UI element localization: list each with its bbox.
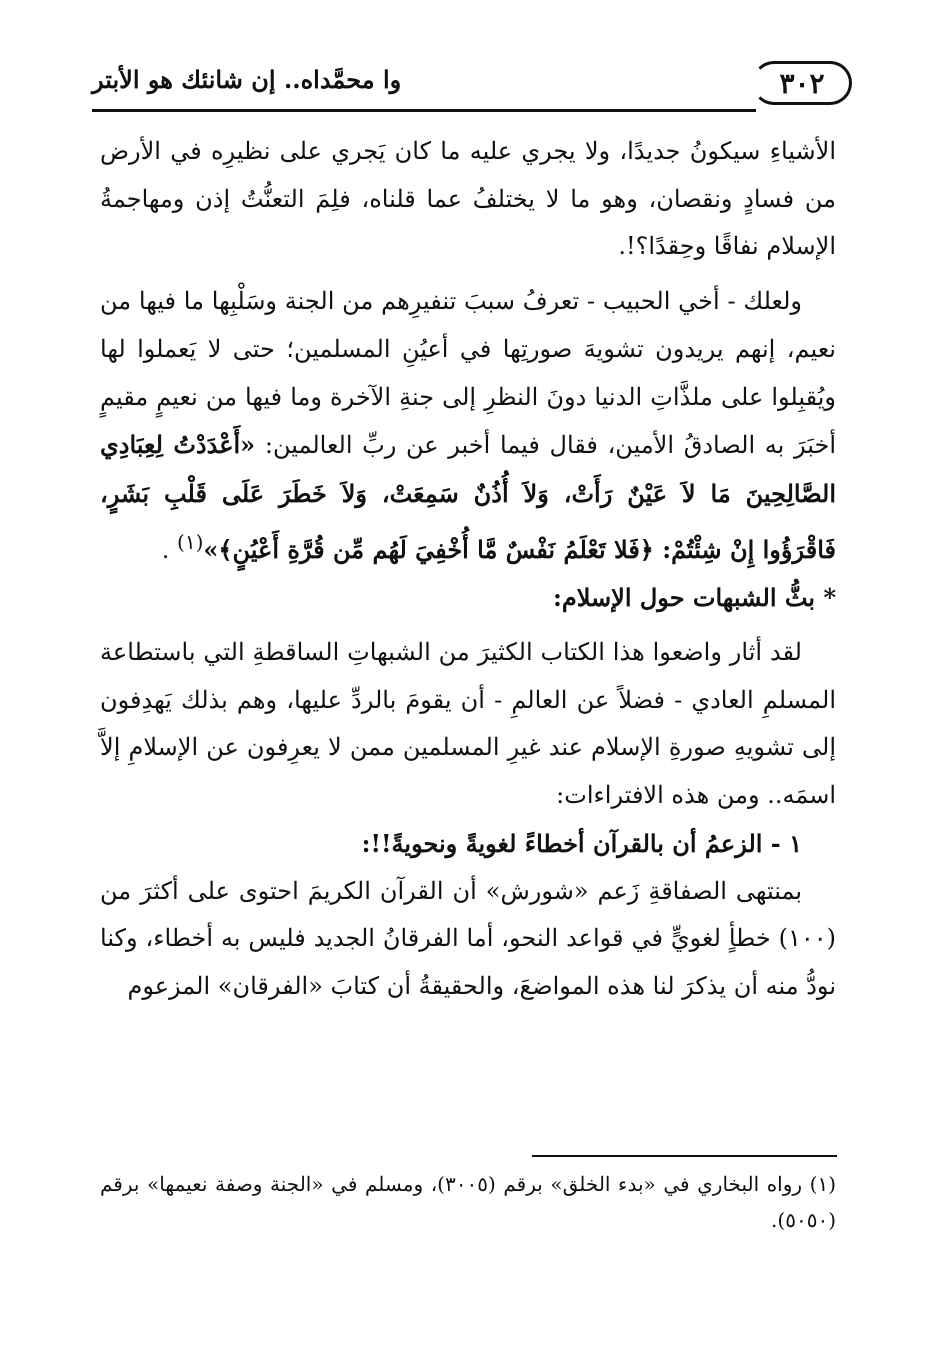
paragraph bbox=[100, 278, 836, 574]
paragraph: لقد أثار واضعوا هذا الكتاب الكثيرَ من الشبهاتِ الساقطةِ التي باستطاعة المسلمِ العادي - فضلاً عن العالمِ - أن يقومَ بالردِّ عليها، وهم بذلك يَهدِفون إلى تشويهِ صورةِ الإسلام عند غيرِ المسلمين ممن لا يعرِفون عن الإسلامِ إلاَّ اسمَه.. ومن هذه الافتراءات: bbox=[100, 638, 836, 810]
paragraph: الأشياءِ سيكونُ جديدًا، ولا يجري عليه ما كان يَجري على نظيرِه في الأرض من فسادٍ ونقصان، وهو ما لا يختلفُ عما قلناه، فلِمَ التعنُّتُ إذن ومهاجمةُ الإسلام نفاقًا وحِقدًا؟!. bbox=[100, 137, 836, 261]
footnote-marker: (١) bbox=[177, 529, 204, 554]
paragraph-text: ولعلك - أخي الحبيب - تعرفُ سببَ تنفيرِهم من الجنة وسَلْبِها ما فيها من نعيم، إنهم يريدون تشويهَ صورتِها في أعيُنِ المسلمين؛ حتى لا يَعملوا لها ويُقبِلوا على ملذَّاتِ الدنيا دونَ النظرِ إلى جنةِ الآخرة وما فيها من نعيمٍ مقيمٍ أخبَرَ به الصادقُ الأمين، فقال فيما أخبر عن ربِّ العالمين: bbox=[100, 287, 836, 460]
hadith-quote: «أَعْدَدْتُ لِعِبَادِي الصَّالِحِينَ مَا لاَ عَيْنٌ رَأَتْ، وَلاَ أُذُنٌ سَمِعَتْ، وَلاَ خَطَرَ عَلَى قَلْبِ بَشَرٍ، فَاقْرَؤُوا إِنْ شِئْتُمْ: ﴿فَلا تَعْلَمُ نَفْسٌ مَّا أُخْفِيَ لَهُم مِّن قُرَّةِ أَعْيُنٍ﴾» bbox=[100, 430, 836, 564]
running-title: وا محمَّداه.. إن شانئك هو الأبتر bbox=[92, 65, 402, 94]
page-number: ٣٠٢ bbox=[752, 61, 852, 105]
subsection-heading: ١ - الزعمُ أن بالقرآن أخطاءً لغويةً ونحويةً!!: bbox=[361, 828, 802, 858]
footnote bbox=[100, 1166, 836, 1238]
header-divider bbox=[92, 109, 756, 112]
footnote-text: (١) رواه البخاري في «بدء الخلق» برقم (٣٠٠٥)، ومسلم في «الجنة وصفة نعيمها» برقم (٥٠٥٠). bbox=[100, 1172, 836, 1232]
page-header bbox=[92, 55, 852, 115]
paragraph-tail: . bbox=[161, 535, 178, 564]
paragraph: بمنتهى الصفاقةِ زَعم «شورش» أن القرآن الكريمَ احتوى على أكثرَ من (١٠٠) خطأٍ لغويٍّ في قواعد النحو، أما الفرقانُ الجديد فليس به أخطاء، وكنا نودُّ منه أن يذكرَ لنا هذه المواضعَ، والحقيقةُ أن كتابَ «الفرقان» المزعوم bbox=[100, 876, 836, 1000]
footnote-divider bbox=[532, 1155, 837, 1157]
section-heading: * بثُّ الشبهات حول الإسلام: bbox=[553, 583, 836, 613]
body-text bbox=[100, 128, 836, 1011]
